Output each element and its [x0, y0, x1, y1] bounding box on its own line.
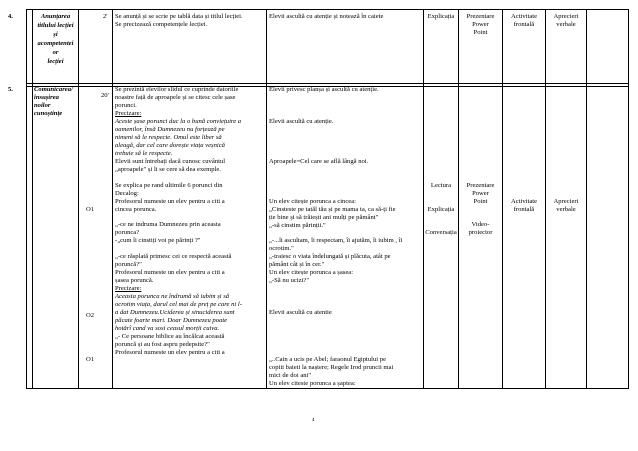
student-activity: Elevii ascultă cu atenție și notează în caiete: [269, 13, 384, 20]
teacher-line: porunci.: [115, 102, 137, 109]
objective-label: O1: [86, 356, 95, 363]
column-border: [112, 9, 113, 389]
teacher-line: oamenilor, însă Dumnezeu nu forțează pe: [115, 126, 225, 133]
teacher-line: „- Ce persoane biblice au încălcat această: [115, 333, 225, 340]
student-line: Elevii privesc planșa și ascultă cu atenție.: [269, 86, 379, 93]
teacher-line: „-ce răsplată primesc cei ce respectă această: [115, 253, 232, 260]
teacher-line: Precizare:: [115, 285, 142, 292]
teacher-line: șasea poruncă.: [115, 277, 154, 284]
eval-line: verbale: [556, 206, 576, 213]
row-divider: [26, 83, 629, 84]
row-number: 4.: [8, 13, 13, 20]
means-line: Prezentare: [466, 13, 495, 20]
student-line: „-Să nu ucizi?": [269, 277, 310, 284]
means-line: Point: [473, 29, 488, 36]
objective-label: O2: [86, 312, 95, 319]
teacher-line: Decalog:: [115, 190, 139, 197]
teacher-line: hotărî cand va sosi ceasul morții cuiva.: [115, 325, 220, 332]
stage-line: lecției: [47, 58, 64, 65]
teacher-line: păcate foarte mari. Doar Dumnezeu poate: [115, 317, 228, 324]
means-line: Point: [473, 198, 488, 205]
teacher-line: noastre față de aproapele și se citesc cele șase: [115, 94, 236, 101]
table-border-right: [628, 9, 629, 389]
student-line: „-să cinstim părinții.": [269, 222, 326, 229]
stage-line: și: [53, 31, 58, 38]
teacher-line: Precizare:: [115, 110, 142, 117]
student-line: Un elev citește porunca a șasea:: [269, 269, 354, 276]
teacher-line: a dat Dumnezeu.Uciderea și sinuciderea sunt: [115, 309, 235, 316]
eval-line: Aprecieri: [553, 13, 579, 20]
stage-line: Comunicarea/: [34, 86, 73, 93]
table-border-bottom: [26, 388, 629, 389]
teacher-line: aleagă, dar cel care dorește viața veșnică: [115, 142, 225, 149]
form-line: Activitate: [511, 198, 537, 205]
student-line: „-...îi ascultam, îi respectam, îi ajutăm, îi iubim , îi: [269, 237, 403, 244]
column-border: [266, 9, 267, 389]
means-line: Video-: [471, 221, 490, 228]
stage-line: acompetentei: [37, 40, 74, 47]
stage-line: noilor: [34, 102, 51, 109]
teacher-line: -„cum îi cinstiți voi pe părinți ?": [115, 237, 201, 244]
teacher-line: Aceste șase porunci duc la o bună conviețuire a: [115, 118, 242, 125]
teacher-line: trebuie să le respecte.: [115, 150, 173, 157]
teacher-line: Profesorul numeste un elev pentru a citi a: [115, 269, 225, 276]
student-line: Un elev citeste porunca a șaptea:: [269, 380, 356, 387]
teacher-line: Elevii sunt întrebați dacă cunosc cuvântul: [115, 158, 226, 165]
stage-line: cunoștințe: [34, 110, 63, 117]
student-line: „Cinsteste pe tatăl tău și pe mama ta, ca să-ți fie: [269, 206, 396, 213]
student-line: Elevii ascultă cu atenție.: [269, 118, 334, 125]
means-line: proiector: [468, 229, 493, 236]
form-line: frontală: [513, 21, 535, 28]
teacher-line: poruncă și au fost aspru pedepsite?": [115, 341, 210, 348]
teacher-line: Profesorul numeste un elev pentru a citi a: [115, 198, 225, 205]
column-border: [26, 9, 27, 389]
means-line: Power: [472, 190, 489, 197]
teacher-line: Se explica pe rand ultimile 6 porunci din: [115, 182, 223, 189]
student-line: Un elev citește porunca a cincea:: [269, 198, 356, 205]
stage-line: titlului lecției: [37, 22, 74, 29]
student-line: ocrotim.": [269, 245, 294, 252]
eval-line: verbale: [556, 21, 576, 28]
teacher-line: Se prezintă elevilor slidul ce cuprinde datoriile: [115, 86, 239, 93]
student-line: ție bine și să trăiești ani mulți pe pământ": [269, 214, 379, 221]
teacher-line: Aceasta porunca ne îndrumă să iubim și să: [115, 293, 230, 300]
table-border-top: [26, 9, 629, 10]
teacher-line: cincea porunca.: [115, 206, 157, 213]
stage-line: Anunțarea: [40, 13, 71, 20]
method-line: Explicația: [427, 206, 455, 213]
time-allotted: 2': [103, 13, 108, 20]
teacher-line: Se precizează competențele lecției.: [115, 21, 208, 28]
row-number: 5.: [8, 86, 13, 93]
form-line: Activitate: [511, 13, 537, 20]
method: Explicația: [427, 13, 455, 20]
student-line: „..Cain a ucis pe Abel; faraonul Egiptului pe: [269, 356, 387, 363]
student-line: Elevii ascultă cu atentie: [269, 309, 332, 316]
method-line: Lectura: [430, 182, 452, 189]
student-line: pământ cât și în cer.": [269, 261, 325, 268]
stage-line: or: [52, 49, 59, 56]
eval-line: Aprecieri: [553, 198, 579, 205]
teacher-line: „-ce ne indruma Dumnezeu prin aceasta: [115, 221, 221, 228]
student-line: Aproapele=Cel care se află lângă noi.: [269, 158, 369, 165]
method-line: Conversația: [425, 229, 457, 236]
teacher-line: Se anunță și se scrie pe tablă data și titlul lecției.: [115, 13, 243, 20]
page-number: 4: [312, 418, 315, 423]
objective-label: O1: [86, 206, 95, 213]
means-line: Power: [472, 21, 489, 28]
teacher-line: nimeni să le respecte. Omul este liber să: [115, 134, 222, 141]
means-line: Prezentare: [466, 182, 495, 189]
teacher-line: Profesorul numeste un elev pentru a citi a: [115, 349, 225, 356]
column-border: [423, 9, 424, 389]
student-line: „-traiesc o viata îndelungată și plăcuta, atât pe: [269, 253, 391, 260]
teacher-line: poruncă?": [115, 261, 142, 268]
time-allotted: 20': [101, 92, 109, 99]
teacher-line: porunca?: [115, 229, 140, 236]
stage-line: însușirea: [34, 94, 59, 101]
student-line: mici de doi ani": [269, 372, 312, 379]
teacher-line: ocrotim viața, darul cel mai de preț pe care ni l-: [115, 301, 242, 308]
form-line: frontală: [513, 206, 535, 213]
teacher-line: „aproapele" și li se cere să dea exemple.: [115, 166, 221, 173]
student-line: copiii baieti la naștere; Regele Irod pruncii mai: [269, 364, 394, 371]
